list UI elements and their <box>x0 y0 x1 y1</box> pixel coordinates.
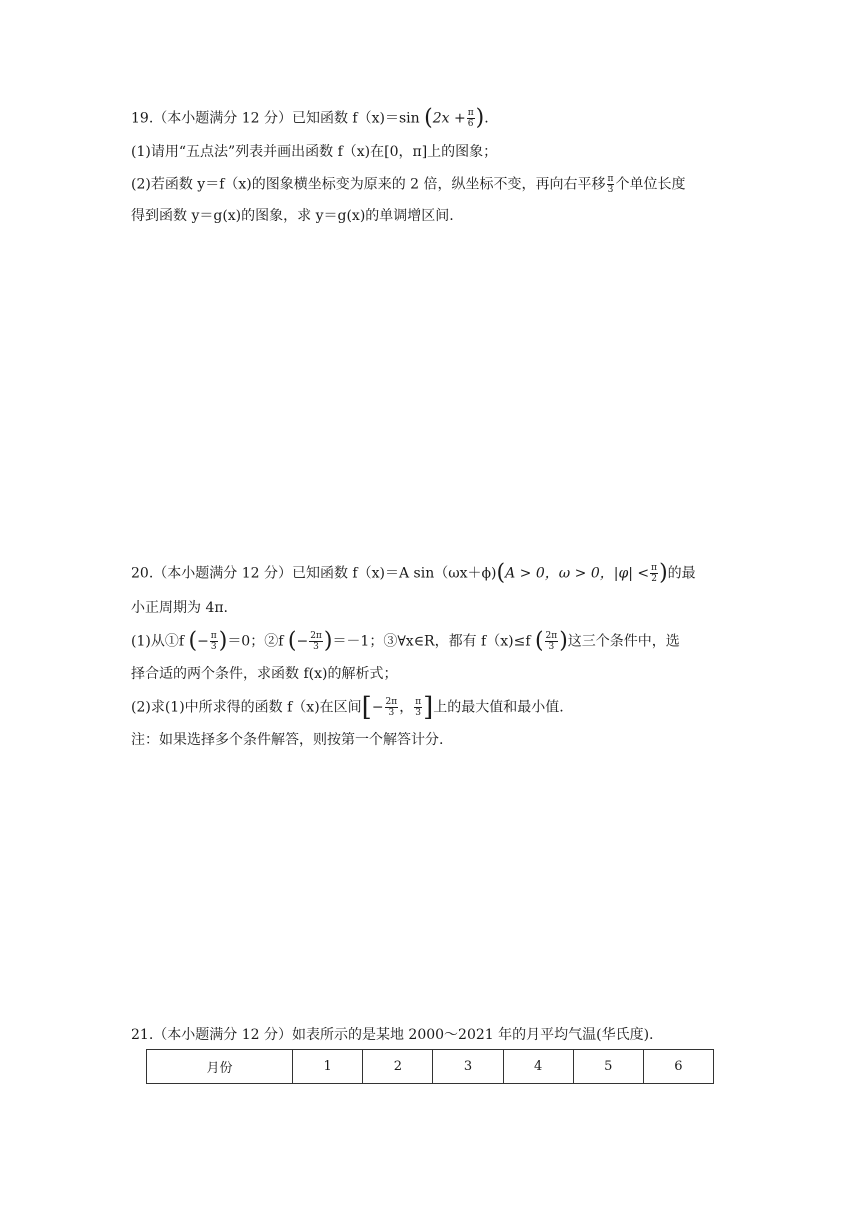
q20-note: 注：如果选择多个条件解答，则按第一个解答计分. <box>131 732 444 748</box>
q20-interval-left <box>385 697 399 718</box>
q20-conditions-tail: 这三个条件中，选 <box>567 633 680 650</box>
q20-part2 <box>131 692 564 723</box>
q19-shift-fraction <box>607 174 615 195</box>
paren-left: ( <box>188 628 198 654</box>
frac-den: 3 <box>210 642 217 652</box>
frac-den: 3 <box>313 642 319 652</box>
q20-conditions: A > 0，ω > 0，|φ| < <box>505 565 650 582</box>
q20-choose: 择合适的两个条件，求函数 f(x)的解析式； <box>131 666 398 682</box>
q19-part3: 得到函数 y＝g(x)的图象，求 y＝g(x)的单调增区间. <box>131 208 454 224</box>
frac-den: 2 <box>651 574 657 584</box>
frac-num: π <box>651 563 658 573</box>
q19-part2 <box>131 174 685 195</box>
frac-den: 3 <box>548 642 555 652</box>
q19-part2-tail: 个单位长度 <box>615 176 686 193</box>
q19-head: 19.（本小题满分 12 分）已知函数 f（x)＝sin <box>131 110 420 127</box>
frac-den: 3 <box>388 708 395 718</box>
table-header-cell: 2 <box>363 1050 433 1084</box>
table-header-cell: 4 <box>503 1050 573 1084</box>
frac-num: 2π <box>545 631 558 641</box>
q20-part2-tail: 上的最大值和最小值. <box>433 699 564 716</box>
q19-title <box>131 105 489 131</box>
frac-num: π <box>467 108 474 118</box>
minus-sign: − <box>371 699 384 716</box>
q20-cond2-label: ＝0；②f <box>227 633 284 650</box>
q20-head-tail: 的最 <box>667 565 696 582</box>
paren-right: ) <box>659 560 668 586</box>
interval-separator: ， <box>399 699 414 716</box>
q19-fraction <box>467 108 475 129</box>
q20-cond2-fraction <box>309 631 323 652</box>
q20-title <box>131 560 696 586</box>
q20-cond-fraction <box>650 563 658 584</box>
paren-right: ) <box>559 628 568 654</box>
minus-sign: − <box>296 633 309 650</box>
frac-num: π <box>607 174 614 184</box>
table-header-cell: 月份 <box>147 1050 293 1084</box>
paren-right: ) <box>475 105 485 131</box>
q20-cond1-label: (1)从①f <box>131 633 185 650</box>
q20-interval-right <box>414 697 422 718</box>
paren-left: ( <box>287 628 297 654</box>
frac-den: 6 <box>467 119 474 129</box>
q19-part1: (1)请用“五点法”列表并画出函数 f（x)在[0，π]上的图象； <box>131 144 498 160</box>
table-header-cell: 1 <box>293 1050 363 1084</box>
frac-num: 2π <box>385 697 398 707</box>
q19-expr: 2x + <box>432 110 466 127</box>
paren-left: ( <box>424 105 433 131</box>
temperature-table <box>146 1049 714 1084</box>
q20-head: 20.（本小题满分 12 分）已知函数 f（x)＝A sin（ωx＋ϕ) <box>131 565 497 582</box>
paren-right: ) <box>323 628 333 654</box>
q20-period: 小正周期为 4π. <box>131 600 229 616</box>
frac-num: π <box>415 697 422 707</box>
q20-part2-text: (2)求(1)中所求得的函数 f（x)在区间 <box>131 699 362 716</box>
q20-conditions-line <box>131 628 680 654</box>
q20-cond1-fraction <box>210 631 218 652</box>
table-header-cell: 3 <box>433 1050 503 1084</box>
q19-part2-text: (2)若函数 y＝f（x)的图象横坐标变为原来的 2 倍，纵坐标不变，再向右平移 <box>131 176 606 193</box>
frac-den: 3 <box>607 185 614 195</box>
paren-left: ( <box>534 628 544 654</box>
q19-tail: . <box>484 110 489 127</box>
bracket-left: [ <box>361 692 372 723</box>
paren-right: ) <box>218 628 228 654</box>
minus-sign: − <box>197 633 209 650</box>
table-header-cell: 5 <box>573 1050 643 1084</box>
q20-cond3-label: ＝－1；③∀x∈R，都有 f（x)≤f <box>332 633 531 650</box>
frac-den: 3 <box>415 708 422 718</box>
frac-num: 2π <box>310 631 322 641</box>
q20-cond3-fraction <box>545 631 559 652</box>
table-header-cell: 6 <box>643 1050 713 1084</box>
bracket-right: ] <box>423 692 434 723</box>
table-row <box>147 1050 714 1084</box>
paren-left: ( <box>496 560 506 586</box>
frac-num: π <box>210 631 217 641</box>
q21-title: 21.（本小题满分 12 分）如表所示的是某地 2000～2021 年的月平均气温(华氏度). <box>131 1027 654 1043</box>
